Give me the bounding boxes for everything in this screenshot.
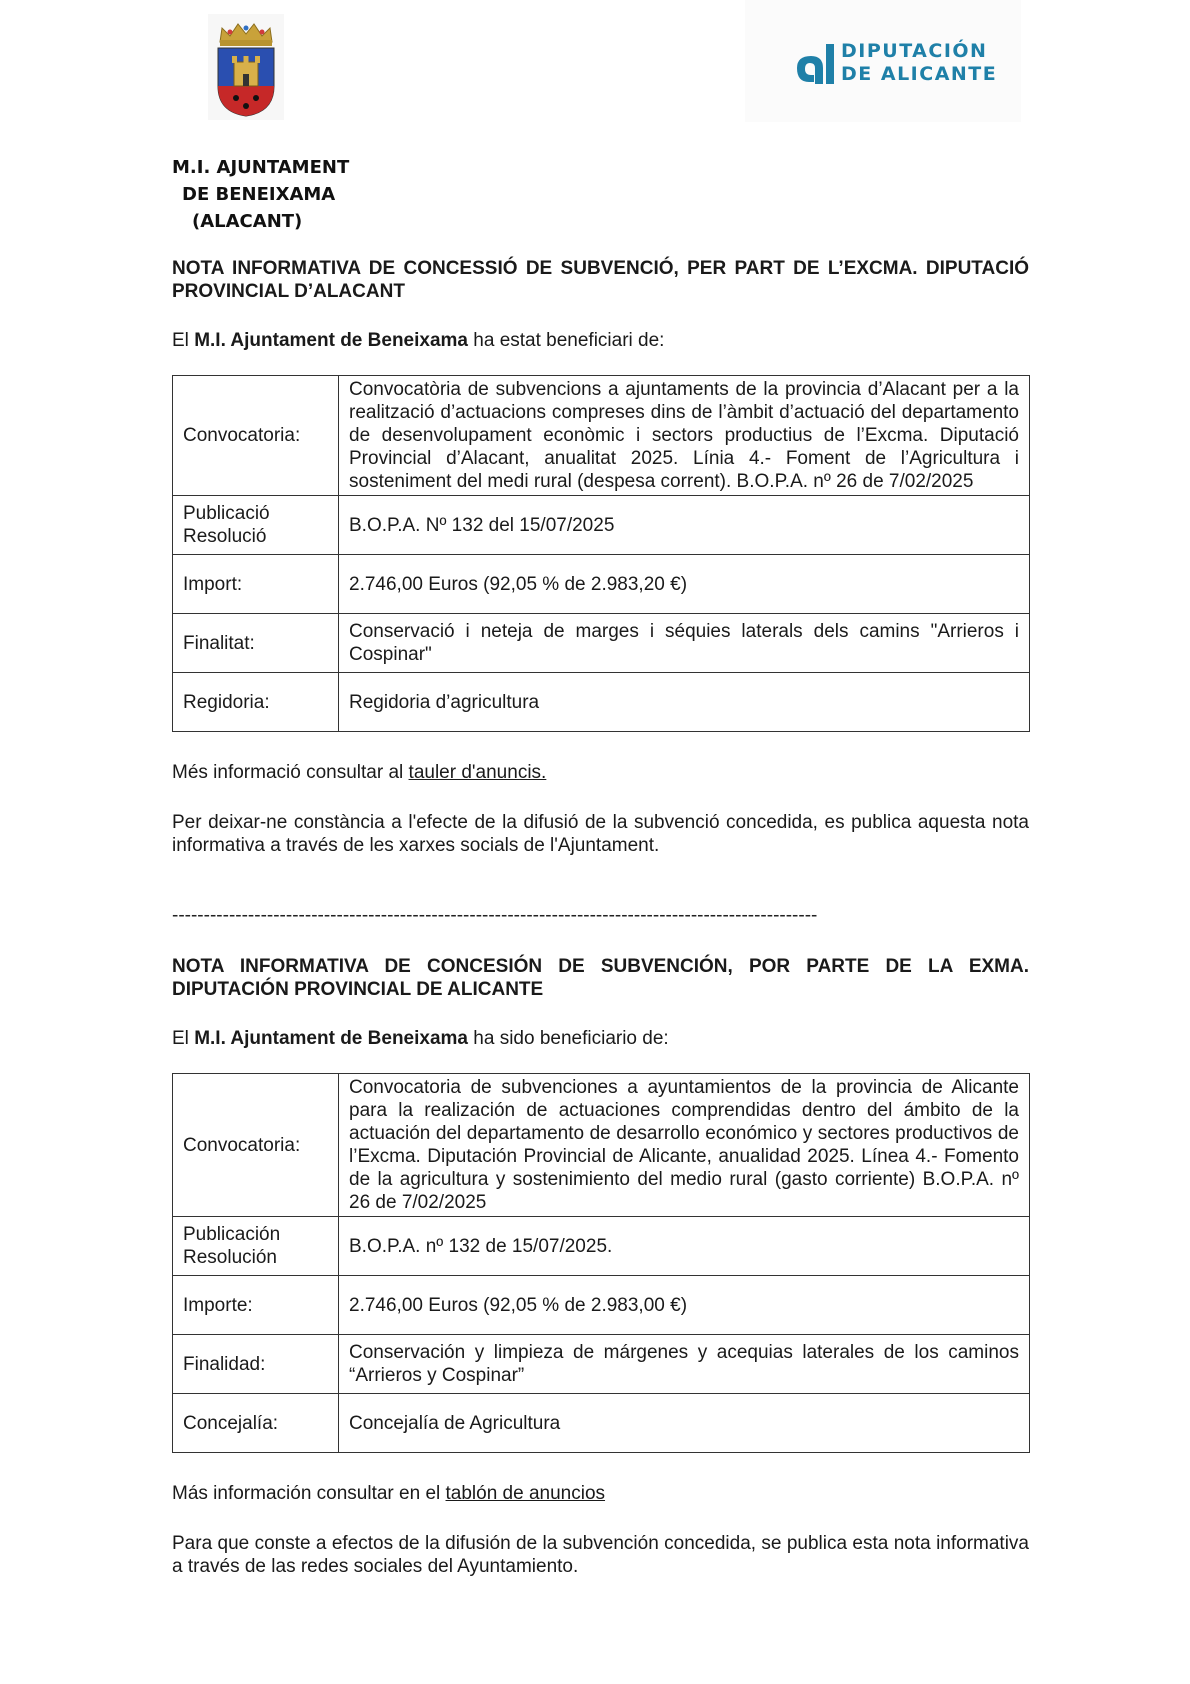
diputacion-a-mark-icon	[793, 42, 835, 86]
institution-line2: DE BENEIXAMA	[182, 184, 336, 205]
valencian-intro: El M.I. Ajuntament de Beneixama ha estat beneficiari de:	[172, 330, 665, 351]
row-value: 2.746,00 Euros (92,05 % de 2.983,00 €)	[339, 1276, 1030, 1335]
spanish-grant-table	[172, 1073, 1030, 1453]
section-separator: ------------------------------------------------------------------------------------------------------	[172, 905, 818, 926]
row-label: Regidoria:	[173, 673, 339, 732]
table-row	[173, 673, 1030, 732]
spanish-more-info: Más información consultar en el tablón de anuncios	[172, 1483, 606, 1504]
table-row	[173, 1074, 1030, 1217]
beneficiary-name: M.I. Ajuntament de Beneixama	[194, 1028, 468, 1049]
institution-line3: (ALACANT)	[192, 211, 303, 232]
table-row	[173, 1335, 1030, 1394]
table-row	[173, 614, 1030, 673]
row-label: Finalitat:	[173, 614, 339, 673]
valencian-more-info: Més informació consultar al tauler d'anuncis.	[172, 762, 547, 783]
row-label: Import:	[173, 555, 339, 614]
valencian-title: NOTA INFORMATIVA DE CONCESSIÓ DE SUBVENCIÓ, PER PART DE L’EXCMA. DIPUTACIÓ PROVINCIAL D’ALACANT	[172, 258, 1029, 302]
beneixama-crest-logo	[208, 14, 284, 120]
row-label: Convocatoria:	[173, 376, 339, 496]
valencian-grant-table	[172, 375, 1030, 732]
diputacion-logo-line2: DE ALICANTE	[841, 63, 998, 85]
row-label: Publicació Resolució	[173, 496, 339, 555]
table-row	[173, 1217, 1030, 1276]
table-row	[173, 376, 1030, 496]
valencian-closing: Per deixar-ne constància a l'efecte de la difusió de la subvenció concedida, es publica aquesta nota informativa a través de les xarxes socials de l'Ajuntament.	[172, 812, 1029, 856]
beneficiary-name: M.I. Ajuntament de Beneixama	[194, 330, 468, 351]
notice-board-link[interactable]: tauler d'anuncis.	[408, 762, 547, 783]
row-value: Convocatòria de subvencions a ajuntaments de la provincia d’Alacant per a la realització d’actuacions compreses dins de l’àmbit d’actuació del departamento de desenvolupament econòmic i sectors productius de l’Excma. Diputació Provincial d’Alacant, anualitat 2025. Línia 4.- Foment de l’Agricultura i sosteniment del medi rural (despesa corrent). B.O.P.A. nº 26 de 7/02/2025	[339, 376, 1030, 496]
notice-board-link[interactable]: tablón de anuncios	[445, 1483, 606, 1504]
spanish-intro: El M.I. Ajuntament de Beneixama ha sido beneficiario de:	[172, 1028, 669, 1049]
row-label: Importe:	[173, 1276, 339, 1335]
spanish-closing: Para que conste a efectos de la difusión de la subvención concedida, se publica esta nota informativa a través de las redes sociales del Ayuntamiento.	[172, 1533, 1029, 1577]
diputacion-logo-line1: DIPUTACIÓN	[841, 40, 988, 62]
row-label: Finalidad:	[173, 1335, 339, 1394]
row-value: Regidoria d’agricultura	[339, 673, 1030, 732]
row-value: B.O.P.A. nº 132 de 15/07/2025.	[339, 1217, 1030, 1276]
row-value: B.O.P.A. Nº 132 del 15/07/2025	[339, 496, 1030, 555]
spanish-title: NOTA INFORMATIVA DE CONCESIÓN DE SUBVENCIÓN, POR PARTE DE LA EXMA. DIPUTACIÓN PROVINCIAL DE ALICANTE	[172, 956, 1029, 1000]
valencian-notice	[172, 257, 1029, 857]
table-row	[173, 555, 1030, 614]
row-label: Convocatoria:	[173, 1074, 339, 1217]
spanish-notice	[172, 955, 1029, 1578]
row-value: Concejalía de Agricultura	[339, 1394, 1030, 1453]
diputacion-alicante-logo	[745, 0, 1021, 122]
row-value: Convocatoria de subvenciones a ayuntamientos de la provincia de Alicante para la realización de actuaciones comprendidas dentro del ámbito de la actuación del departamento de desarrollo económico y sectores productivos de l’Excma. Diputación Provincial de Alicante, anualidad 2025. Línea 4.- Fomento de la agricultura y sostenimiento del medio rural (gasto corriente) B.O.P.A. nº 26 de 7/02/2025	[339, 1074, 1030, 1217]
row-value: Conservación y limpieza de márgenes y acequias laterales de los caminos “Arrieros y Cospinar”	[339, 1335, 1030, 1394]
institution-heading	[172, 154, 349, 235]
row-value: 2.746,00 Euros (92,05 % de 2.983,20 €)	[339, 555, 1030, 614]
row-value: Conservació i neteja de marges i séquies laterals dels camins "Arrieros i Cospinar"	[339, 614, 1030, 673]
row-label: Publicación Resolución	[173, 1217, 339, 1276]
table-row	[173, 496, 1030, 555]
institution-line1: M.I. AJUNTAMENT	[172, 157, 350, 178]
table-row	[173, 1276, 1030, 1335]
table-row	[173, 1394, 1030, 1453]
row-label: Concejalía:	[173, 1394, 339, 1453]
